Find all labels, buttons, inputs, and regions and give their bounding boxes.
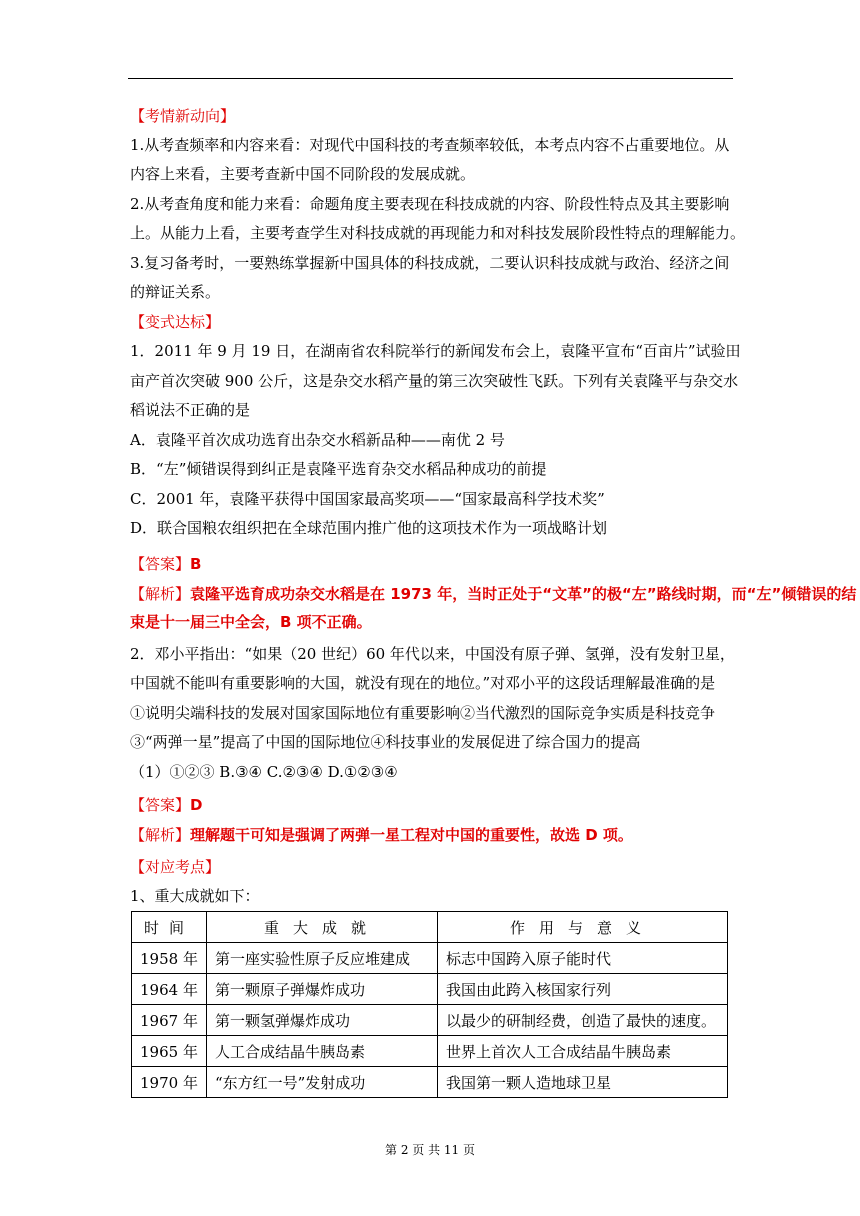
question-1-option-a: A．袁隆平首次成功选育出杂交水稻新品种——南优 2 号 — [130, 431, 505, 449]
table-cell: 1970 年 — [132, 1067, 207, 1098]
question-1-option-b: B．“左”倾错误得到纠正是袁隆平选育杂交水稻品种成功的前提 — [130, 460, 547, 478]
section-heading-bianshi: 【变式达标】 — [130, 313, 221, 331]
analysis-text: 理解题干可知是强调了两弹一星工程对中国的重要性，故选 D 项。 — [190, 826, 633, 844]
paragraph-line: 1.从考查频率和内容来看：对现代中国科技的考查频率较低，本考点内容不占重要地位。从 — [130, 136, 730, 154]
table-cell: 第一颗氢弹爆炸成功 — [206, 1005, 437, 1036]
answer-label: 【答案】 — [130, 555, 191, 573]
table-row — [132, 1005, 728, 1036]
table-cell: “东方红一号”发射成功 — [206, 1067, 437, 1098]
table-cell: 人工合成结晶牛胰岛素 — [206, 1036, 437, 1067]
question-1-analysis — [130, 584, 856, 604]
question-1-line: 1．2011 年 9 月 19 日，在湖南省农科院举行的新闻发布会上，袁隆平宣布“百亩片”试验田 — [130, 342, 741, 360]
answer-label: 【答案】 — [130, 796, 191, 814]
analysis-label: 【解析】 — [130, 585, 191, 603]
answer-value: B — [190, 555, 202, 573]
page-footer: 第 2 页 共 11 页 — [385, 1143, 475, 1157]
table-row — [132, 1036, 728, 1067]
paragraph-line: 2.从考查角度和能力来看：命题角度主要表现在科技成就的内容、阶段性特点及其主要影响 — [130, 195, 730, 213]
question-1-line: 稻说法不正确的是 — [130, 401, 251, 419]
paragraph-line: 上。从能力上看，主要考查学生对科技成就的再现能力和对科技发展阶段性特点的理解能力。 — [130, 224, 746, 242]
question-1-option-c: C．2001 年，袁隆平获得中国国家最高奖项——“国家最高科学技术奖” — [130, 490, 605, 508]
analysis-text: 袁隆平选育成功杂交水稻是在 1973 年，当时正处于“文革”的极“左”路线时期，而“左”倾错误的结 — [190, 585, 857, 603]
paragraph-line: 内容上来看，主要考查新中国不同阶段的发展成就。 — [130, 165, 476, 183]
question-2-answer — [130, 795, 202, 815]
table-cell: 1967 年 — [132, 1005, 207, 1036]
table-cell: 1965 年 — [132, 1036, 207, 1067]
question-2-line: ①说明尖端科技的发展对国家国际地位有重要影响②当代激烈的国际竞争实质是科技竞争 — [130, 704, 716, 722]
question-1-option-d: D．联合国粮农组织把在全球范围内推广他的这项技术作为一项战略计划 — [130, 519, 608, 537]
question-2-analysis — [130, 825, 633, 845]
table-row — [132, 943, 728, 974]
table-cell: 第一座实验性原子反应堆建成 — [206, 943, 437, 974]
table-cell: 1964 年 — [132, 974, 207, 1005]
table-cell: 我国第一颗人造地球卫星 — [437, 1067, 727, 1098]
table-header-cell: 作用与意义 — [437, 912, 727, 943]
paragraph-line: 的辩证关系。 — [130, 283, 221, 301]
section-heading-kaoqing: 【考情新动向】 — [130, 107, 236, 125]
question-2-line: 中国就不能叫有重要影响的大国，就没有现在的地位。”对邓小平的这段话理解最准确的是 — [130, 674, 716, 692]
table-cell: 我国由此跨入核国家行列 — [437, 974, 727, 1005]
table-intro: 1、重大成就如下： — [130, 887, 260, 905]
table-header-cell: 重大成就 — [206, 912, 437, 943]
paragraph-line: 3.复习备考时，一要熟练掌握新中国具体的科技成就，二要认识科技成就与政治、经济之间 — [130, 254, 730, 272]
header-rule — [128, 78, 733, 79]
table-cell: 世界上首次人工合成结晶牛胰岛素 — [437, 1036, 727, 1067]
table-row — [132, 974, 728, 1005]
table-header-cell: 时间 — [132, 912, 207, 943]
question-1-analysis-cont: 束是十一届三中全会，B 项不正确。 — [130, 613, 372, 631]
question-2-options: （1）①②③ B.③④ C.②③④ D.①②③④ — [130, 763, 398, 781]
section-heading-kaodian: 【对应考点】 — [130, 858, 221, 876]
table-cell: 第一颗原子弹爆炸成功 — [206, 974, 437, 1005]
question-1-answer — [130, 554, 201, 574]
table-cell: 以最少的研制经费，创造了最快的速度。 — [437, 1005, 727, 1036]
analysis-label: 【解析】 — [130, 826, 191, 844]
table-row — [132, 1067, 728, 1098]
table-cell: 1958 年 — [132, 943, 207, 974]
table-header-row — [132, 912, 728, 943]
question-2-line: ③“两弹一星”提高了中国的国际地位④科技事业的发展促进了综合国力的提高 — [130, 733, 641, 751]
question-1-line: 亩产首次突破 900 公斤，这是杂交水稻产量的第三次突破性飞跃。下列有关袁隆平与杂交水 — [130, 372, 739, 390]
question-2-line: 2．邓小平指出：“如果（20 世纪）60 年代以来，中国没有原子弹、氢弹，没有发射卫星， — [130, 645, 735, 663]
table-cell: 标志中国跨入原子能时代 — [437, 943, 727, 974]
answer-value: D — [190, 796, 203, 814]
achievements-table — [131, 911, 728, 1098]
